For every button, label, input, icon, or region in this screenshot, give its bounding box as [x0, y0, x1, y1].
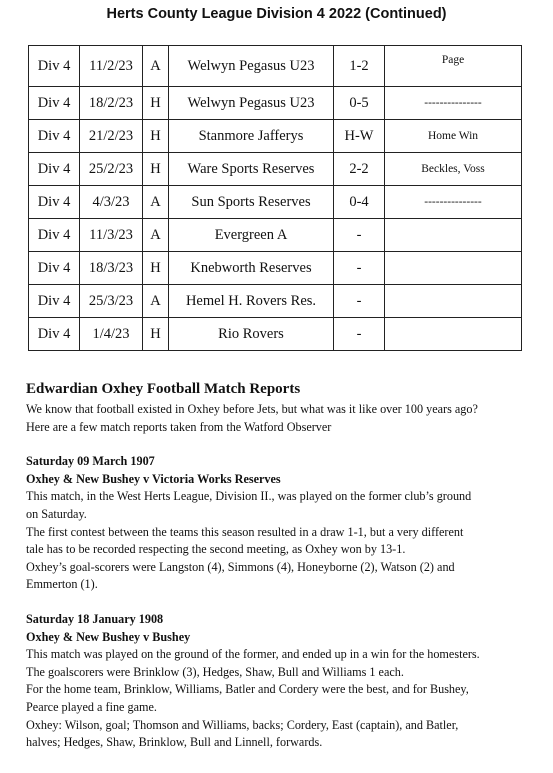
date-cell: 11/2/23: [80, 46, 143, 87]
date-cell: 25/3/23: [80, 285, 143, 318]
match-reports-article: [26, 380, 536, 752]
venue-cell: H: [143, 87, 169, 120]
venue-cell: A: [143, 219, 169, 252]
opponent-cell: Evergreen A: [169, 219, 334, 252]
score-cell: H-W: [334, 120, 385, 153]
report-match-title: Oxhey & New Bushey v Bushey: [26, 629, 191, 644]
venue-cell: A: [143, 46, 169, 87]
fixture-row: [29, 153, 522, 186]
date-cell: 21/2/23: [80, 120, 143, 153]
notes-cell: Page: [385, 46, 522, 87]
article-heading: Edwardian Oxhey Football Match Reports: [26, 381, 301, 397]
fixture-row: [29, 252, 522, 285]
report-line: halves; Hedges, Shaw, Brinklow, Bull and Linnell, forwards.: [26, 735, 323, 750]
notes-cell: ---------------: [385, 186, 522, 219]
match-report: [26, 611, 536, 752]
division-cell: Div 4: [29, 87, 80, 120]
opponent-cell: Hemel H. Rovers Res.: [169, 285, 334, 318]
division-cell: Div 4: [29, 285, 80, 318]
division-cell: Div 4: [29, 120, 80, 153]
score-cell: 0-5: [334, 87, 385, 120]
score-cell: -: [334, 285, 385, 318]
score-cell: 2-2: [334, 153, 385, 186]
opponent-cell: Welwyn Pegasus U23: [169, 87, 334, 120]
division-cell: Div 4: [29, 252, 80, 285]
fixture-row: [29, 219, 522, 252]
venue-cell: H: [143, 318, 169, 351]
intro-line: Here are a few match reports taken from the Watford Observer: [26, 419, 332, 434]
page-title: Herts County League Division 4 2022 (Continued): [106, 6, 447, 22]
intro-line: We know that football existed in Oxhey before Jets, but what was it like over 100 years ago?: [26, 402, 478, 416]
report-line: The goalscorers were Brinklow (3), Hedges, Shaw, Bull and Williams 1 each.: [26, 664, 404, 679]
notes-cell: [385, 318, 522, 351]
notes-cell: [385, 285, 522, 318]
opponent-cell: Welwyn Pegasus U23: [169, 46, 334, 87]
opponent-cell: Rio Rovers: [169, 318, 334, 351]
fixture-row: [29, 87, 522, 120]
report-line: This match, in the West Herts League, Division II., was played on the former club’s ground: [26, 489, 472, 504]
venue-cell: A: [143, 285, 169, 318]
report-line: Oxhey: Wilson, goal; Thomson and Williams, backs; Cordery, East (captain), and Batler,: [26, 717, 459, 732]
fixtures-table-body: [29, 46, 522, 351]
venue-cell: A: [143, 186, 169, 219]
opponent-cell: Stanmore Jafferys: [169, 120, 334, 153]
report-line: For the home team, Brinklow, Williams, Batler and Cordery were the best, and for Bushey,: [26, 682, 469, 697]
score-cell: 0-4: [334, 186, 385, 219]
score-cell: 1-2: [334, 46, 385, 87]
report-line: Pearce played a fine game.: [26, 699, 157, 714]
report-date: Saturday 18 January 1908: [26, 611, 164, 626]
venue-cell: H: [143, 153, 169, 186]
date-cell: 11/3/23: [80, 219, 143, 252]
date-cell: 4/3/23: [80, 186, 143, 219]
venue-cell: H: [143, 252, 169, 285]
report-line: on Saturday.: [26, 506, 87, 521]
report-line: This match was played on the ground of the former, and ended up in a win for the homesters.: [26, 647, 480, 662]
fixture-row: [29, 186, 522, 219]
division-cell: Div 4: [29, 46, 80, 87]
match-report: [26, 453, 536, 594]
report-match-title: Oxhey & New Bushey v Victoria Works Reserves: [26, 471, 281, 486]
date-cell: 25/2/23: [80, 153, 143, 186]
date-cell: 18/2/23: [80, 87, 143, 120]
opponent-cell: Knebworth Reserves: [169, 252, 334, 285]
notes-cell: [385, 252, 522, 285]
score-cell: -: [334, 318, 385, 351]
score-cell: -: [334, 252, 385, 285]
fixture-row: [29, 46, 522, 87]
fixture-row: [29, 285, 522, 318]
fixtures-table: [28, 45, 522, 351]
report-line: Oxhey’s goal-scorers were Langston (4), Simmons (4), Honeyborne (2), Watson (2) and: [26, 559, 455, 574]
report-date: Saturday 09 March 1907: [26, 454, 155, 469]
fixture-row: [29, 120, 522, 153]
report-line: The first contest between the teams this season resulted in a draw 1-1, but a very different: [26, 524, 464, 539]
score-cell: -: [334, 219, 385, 252]
venue-cell: H: [143, 120, 169, 153]
division-cell: Div 4: [29, 219, 80, 252]
notes-cell: Beckles, Voss: [385, 153, 522, 186]
opponent-cell: Sun Sports Reserves: [169, 186, 334, 219]
date-cell: 1/4/23: [80, 318, 143, 351]
notes-cell: Home Win: [385, 120, 522, 153]
division-cell: Div 4: [29, 318, 80, 351]
report-line: tale has to be recorded respecting the second meeting, as Oxhey won by 13-1.: [26, 542, 406, 557]
date-cell: 18/3/23: [80, 252, 143, 285]
division-cell: Div 4: [29, 153, 80, 186]
fixture-row: [29, 318, 522, 351]
notes-cell: ---------------: [385, 87, 522, 120]
report-line: Emmerton (1).: [26, 577, 98, 592]
division-cell: Div 4: [29, 186, 80, 219]
opponent-cell: Ware Sports Reserves: [169, 153, 334, 186]
notes-cell: [385, 219, 522, 252]
